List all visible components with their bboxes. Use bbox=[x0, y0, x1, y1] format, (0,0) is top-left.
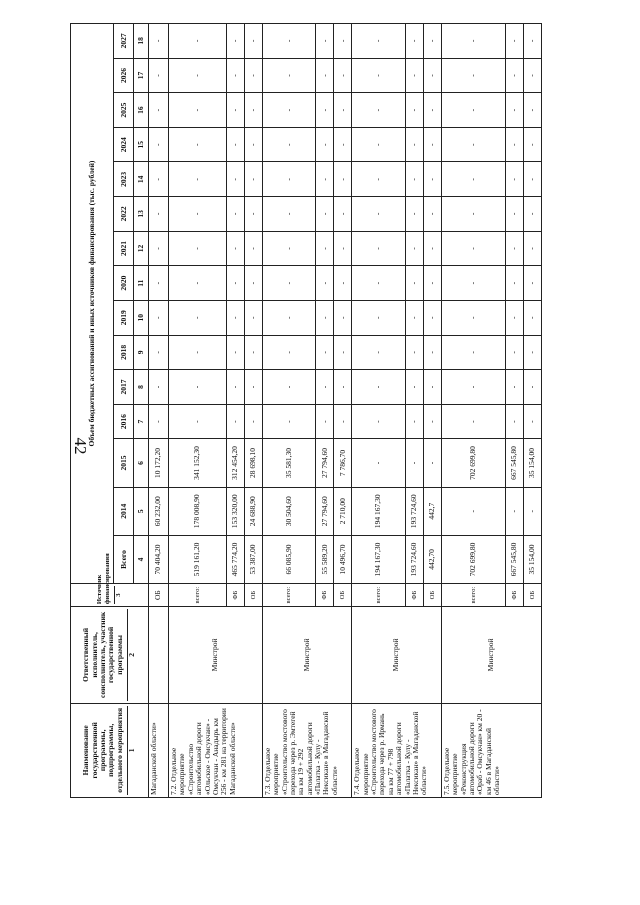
value-empty: - bbox=[406, 266, 424, 301]
column-number: 8 bbox=[134, 370, 149, 405]
column-number: 15 bbox=[134, 127, 149, 162]
value-2015: 7 786,70 bbox=[334, 439, 352, 487]
value-empty: - bbox=[168, 127, 226, 162]
value-empty: - bbox=[406, 404, 424, 439]
value-empty: - bbox=[406, 24, 424, 59]
value-empty: - bbox=[423, 24, 441, 59]
value-2014: 178 008,90 bbox=[168, 487, 226, 535]
value-empty: - bbox=[423, 404, 441, 439]
value-empty: - bbox=[334, 404, 352, 439]
value-empty: - bbox=[244, 266, 262, 301]
value-empty: - bbox=[148, 58, 168, 93]
source: всего: bbox=[168, 584, 226, 607]
value-total: 35 154,00 bbox=[523, 535, 541, 583]
value-empty: - bbox=[523, 300, 541, 335]
page-number: 42 bbox=[71, 437, 90, 455]
header-year: 2019 bbox=[114, 300, 134, 335]
value-empty: - bbox=[423, 58, 441, 93]
value-empty: - bbox=[506, 266, 524, 301]
value-total: 193 724,60 bbox=[406, 535, 424, 583]
measure-name: 7.4. Отдельное мероприятие «Строительство мостового перехода через р. Ирмань на км 77 + 798 автомобильной дороги «Палатка - Кулу - Нексикан» в Магаданской области» bbox=[352, 703, 442, 797]
value-empty: - bbox=[506, 24, 524, 59]
value-empty: - bbox=[244, 197, 262, 232]
value-empty: - bbox=[334, 335, 352, 370]
value-2014: 194 167,30 bbox=[352, 487, 406, 535]
source: всего: bbox=[352, 584, 406, 607]
value-empty: - bbox=[523, 197, 541, 232]
value-empty: - bbox=[226, 370, 244, 405]
value-2014: - bbox=[506, 487, 524, 535]
value-empty: - bbox=[262, 300, 316, 335]
value-empty: - bbox=[352, 58, 406, 93]
responsible-empty bbox=[148, 607, 168, 703]
value-empty: - bbox=[441, 335, 505, 370]
value-2014: 2 710,00 bbox=[334, 487, 352, 535]
column-number: 3 bbox=[114, 586, 122, 604]
header-row bbox=[71, 24, 114, 798]
value-empty: - bbox=[506, 335, 524, 370]
value-empty: - bbox=[316, 266, 334, 301]
value-empty: - bbox=[352, 127, 406, 162]
column-number: 18 bbox=[134, 24, 149, 59]
column-number: 2 bbox=[127, 609, 136, 700]
value-empty: - bbox=[316, 370, 334, 405]
header-total: Всего bbox=[114, 535, 134, 583]
responsible: Минстрой bbox=[168, 607, 262, 703]
value-empty: - bbox=[523, 404, 541, 439]
value-empty: - bbox=[352, 93, 406, 128]
value-empty: - bbox=[168, 93, 226, 128]
source: ФБ bbox=[506, 584, 524, 607]
value-empty: - bbox=[506, 93, 524, 128]
value-empty: - bbox=[262, 335, 316, 370]
header-year: 2026 bbox=[114, 58, 134, 93]
value-empty: - bbox=[352, 197, 406, 232]
measure-name: 7.2. Отдельное мероприятие «Строительство автомобильной дороги «Ольское - Омсукчан» - Омсукчан - Анадырь км 256 - км 281 на территории Магаданской области» bbox=[168, 703, 262, 797]
value-empty: - bbox=[441, 370, 505, 405]
value-empty: - bbox=[244, 127, 262, 162]
header-year: 2021 bbox=[114, 231, 134, 266]
value-empty: - bbox=[168, 300, 226, 335]
value-empty: - bbox=[262, 266, 316, 301]
value-empty: - bbox=[148, 335, 168, 370]
value-empty: - bbox=[523, 58, 541, 93]
source: всего: bbox=[262, 584, 316, 607]
value-2015: 27 794,60 bbox=[316, 439, 334, 487]
value-2015: 28 698,10 bbox=[244, 439, 262, 487]
table-row bbox=[352, 24, 406, 798]
header-year: 2017 bbox=[114, 370, 134, 405]
value-empty: - bbox=[148, 300, 168, 335]
value-empty: - bbox=[441, 127, 505, 162]
value-empty: - bbox=[441, 266, 505, 301]
value-empty: - bbox=[148, 127, 168, 162]
value-empty: - bbox=[244, 58, 262, 93]
value-empty: - bbox=[506, 162, 524, 197]
value-empty: - bbox=[168, 266, 226, 301]
source: ОБ bbox=[523, 584, 541, 607]
value-2015: - bbox=[406, 439, 424, 487]
table-row bbox=[262, 24, 316, 798]
value-total: 10 496,70 bbox=[334, 535, 352, 583]
column-number: 1 bbox=[127, 706, 136, 795]
value-empty: - bbox=[316, 231, 334, 266]
value-empty: - bbox=[352, 370, 406, 405]
value-empty: - bbox=[406, 58, 424, 93]
header-year: 2022 bbox=[114, 197, 134, 232]
value-empty: - bbox=[148, 370, 168, 405]
value-empty: - bbox=[226, 93, 244, 128]
value-empty: - bbox=[406, 127, 424, 162]
value-2014: 193 724,60 bbox=[406, 487, 424, 535]
value-2014: - bbox=[523, 487, 541, 535]
column-number: 5 bbox=[134, 487, 149, 535]
value-empty: - bbox=[523, 266, 541, 301]
header-year: 2014 bbox=[114, 487, 134, 535]
value-empty: - bbox=[441, 197, 505, 232]
value-empty: - bbox=[441, 404, 505, 439]
header-year: 2016 bbox=[114, 404, 134, 439]
value-empty: - bbox=[406, 231, 424, 266]
value-empty: - bbox=[352, 231, 406, 266]
value-empty: - bbox=[441, 300, 505, 335]
value-empty: - bbox=[423, 162, 441, 197]
value-2014: 60 232,00 bbox=[148, 487, 168, 535]
value-total: 194 167,30 bbox=[352, 535, 406, 583]
value-empty: - bbox=[423, 127, 441, 162]
value-empty: - bbox=[148, 162, 168, 197]
value-empty: - bbox=[441, 24, 505, 59]
header-text: Ответственный исполнитель, соисполнитель, участник государственной программы bbox=[81, 611, 124, 698]
value-2015: 10 172,20 bbox=[148, 439, 168, 487]
value-empty: - bbox=[262, 58, 316, 93]
value-2014: 30 504,60 bbox=[262, 487, 316, 535]
value-empty: - bbox=[244, 370, 262, 405]
value-empty: - bbox=[406, 162, 424, 197]
value-empty: - bbox=[316, 93, 334, 128]
value-empty: - bbox=[352, 335, 406, 370]
value-empty: - bbox=[316, 300, 334, 335]
value-empty: - bbox=[406, 93, 424, 128]
value-2014: 442,7 bbox=[423, 487, 441, 535]
value-empty: - bbox=[423, 231, 441, 266]
value-empty: - bbox=[334, 231, 352, 266]
value-empty: - bbox=[352, 300, 406, 335]
value-empty: - bbox=[262, 231, 316, 266]
header-name-col bbox=[71, 703, 149, 797]
value-2015: 35 581,30 bbox=[262, 439, 316, 487]
value-2015: 341 152,30 bbox=[168, 439, 226, 487]
value-empty: - bbox=[316, 162, 334, 197]
value-empty: - bbox=[168, 58, 226, 93]
budget-table bbox=[70, 23, 542, 798]
value-empty: - bbox=[168, 24, 226, 59]
value-empty: - bbox=[168, 197, 226, 232]
value-empty: - bbox=[423, 335, 441, 370]
value-empty: - bbox=[423, 300, 441, 335]
source: ФБ bbox=[406, 584, 424, 607]
value-total: 55 589,20 bbox=[316, 535, 334, 583]
value-empty: - bbox=[506, 197, 524, 232]
header-finance-title: Объем бюджетных ассигнований и иных источников финансирования (тыс. рублей) bbox=[71, 24, 114, 584]
value-empty: - bbox=[523, 127, 541, 162]
value-empty: - bbox=[334, 266, 352, 301]
value-empty: - bbox=[523, 93, 541, 128]
value-empty: - bbox=[441, 58, 505, 93]
table-row bbox=[148, 24, 168, 798]
value-empty: - bbox=[226, 127, 244, 162]
rotated-table-container bbox=[70, 23, 542, 798]
value-empty: - bbox=[168, 231, 226, 266]
column-number: 11 bbox=[134, 266, 149, 301]
value-total: 702 699,80 bbox=[441, 535, 505, 583]
value-empty: - bbox=[244, 300, 262, 335]
value-empty: - bbox=[423, 197, 441, 232]
column-number: 14 bbox=[134, 162, 149, 197]
column-number: 17 bbox=[134, 58, 149, 93]
column-number: 12 bbox=[134, 231, 149, 266]
value-empty: - bbox=[334, 370, 352, 405]
header-text: Источник финансирования bbox=[96, 553, 111, 605]
value-total: 70 404,20 bbox=[148, 535, 168, 583]
value-empty: - bbox=[423, 370, 441, 405]
header-year: 2025 bbox=[114, 93, 134, 128]
value-empty: - bbox=[523, 231, 541, 266]
value-empty: - bbox=[506, 370, 524, 405]
value-empty: - bbox=[148, 24, 168, 59]
value-empty: - bbox=[523, 370, 541, 405]
value-empty: - bbox=[168, 335, 226, 370]
source: ФБ bbox=[226, 584, 244, 607]
value-empty: - bbox=[334, 58, 352, 93]
value-empty: - bbox=[226, 24, 244, 59]
table-body bbox=[71, 24, 542, 798]
header-year: 2020 bbox=[114, 266, 134, 301]
value-empty: - bbox=[148, 231, 168, 266]
column-number: 7 bbox=[134, 404, 149, 439]
value-total: 519 161,20 bbox=[168, 535, 226, 583]
value-empty: - bbox=[244, 24, 262, 59]
value-empty: - bbox=[168, 370, 226, 405]
value-empty: - bbox=[244, 93, 262, 128]
value-empty: - bbox=[262, 93, 316, 128]
value-empty: - bbox=[506, 58, 524, 93]
value-empty: - bbox=[441, 231, 505, 266]
value-empty: - bbox=[352, 162, 406, 197]
value-empty: - bbox=[244, 404, 262, 439]
value-empty: - bbox=[334, 197, 352, 232]
value-empty: - bbox=[226, 266, 244, 301]
value-empty: - bbox=[506, 231, 524, 266]
value-2015: 35 154,00 bbox=[523, 439, 541, 487]
value-empty: - bbox=[441, 162, 505, 197]
value-empty: - bbox=[406, 335, 424, 370]
value-empty: - bbox=[262, 404, 316, 439]
value-empty: - bbox=[334, 127, 352, 162]
value-empty: - bbox=[148, 266, 168, 301]
value-empty: - bbox=[168, 404, 226, 439]
value-empty: - bbox=[423, 93, 441, 128]
value-empty: - bbox=[226, 197, 244, 232]
table-row bbox=[441, 24, 505, 798]
value-empty: - bbox=[244, 162, 262, 197]
column-number: 16 bbox=[134, 93, 149, 128]
source: ОБ bbox=[148, 584, 168, 607]
value-total: 53 387,00 bbox=[244, 535, 262, 583]
table-row bbox=[168, 24, 226, 798]
value-empty: - bbox=[406, 197, 424, 232]
value-empty: - bbox=[316, 335, 334, 370]
value-empty: - bbox=[148, 93, 168, 128]
value-empty: - bbox=[262, 24, 316, 59]
column-number: 9 bbox=[134, 335, 149, 370]
source: ОБ bbox=[334, 584, 352, 607]
value-empty: - bbox=[316, 58, 334, 93]
value-empty: - bbox=[148, 404, 168, 439]
value-empty: - bbox=[226, 162, 244, 197]
column-number: 4 bbox=[134, 535, 149, 583]
responsible: Минстрой bbox=[352, 607, 442, 703]
measure-name: 7.5. Отдельное мероприятие «Реконструкция автомобильной дороги «Ораб - Омсукчан» км 20 - км 46 в Магаданской области» bbox=[441, 703, 541, 797]
source: ОБ bbox=[423, 584, 441, 607]
column-number: 13 bbox=[134, 197, 149, 232]
value-empty: - bbox=[523, 335, 541, 370]
value-empty: - bbox=[441, 93, 505, 128]
value-2015: 702 699,80 bbox=[441, 439, 505, 487]
value-empty: - bbox=[262, 162, 316, 197]
value-empty: - bbox=[334, 300, 352, 335]
value-total: 66 085,90 bbox=[262, 535, 316, 583]
value-empty: - bbox=[244, 231, 262, 266]
header-year: 2027 bbox=[114, 24, 134, 59]
header-text: Наименование государственной программы, подпрограммы, отдельного мероприятия bbox=[81, 707, 124, 793]
value-empty: - bbox=[523, 24, 541, 59]
value-2015: - bbox=[423, 439, 441, 487]
header-year: 2018 bbox=[114, 335, 134, 370]
value-2014: - bbox=[441, 487, 505, 535]
source: всего: bbox=[441, 584, 505, 607]
value-empty: - bbox=[352, 266, 406, 301]
value-empty: - bbox=[506, 127, 524, 162]
value-empty: - bbox=[244, 335, 262, 370]
value-empty: - bbox=[352, 404, 406, 439]
value-empty: - bbox=[226, 404, 244, 439]
value-2014: 27 794,60 bbox=[316, 487, 334, 535]
value-empty: - bbox=[352, 24, 406, 59]
value-empty: - bbox=[226, 335, 244, 370]
value-empty: - bbox=[523, 162, 541, 197]
measure-name: 7.3. Отдельное мероприятие «Строительство мостового перехода через р. Эмтегей на км 19 + 292 автомобильной дороги «Палатка - Кулу - Нексикан» в Магаданской области» bbox=[262, 703, 352, 797]
value-empty: - bbox=[334, 162, 352, 197]
responsible: Минстрой bbox=[262, 607, 352, 703]
value-2014: 24 688,90 bbox=[244, 487, 262, 535]
value-total: 667 545,80 bbox=[506, 535, 524, 583]
column-number: 6 bbox=[134, 439, 149, 487]
value-empty: - bbox=[226, 231, 244, 266]
source: ОБ bbox=[244, 584, 262, 607]
value-2015: 312 454,20 bbox=[226, 439, 244, 487]
value-empty: - bbox=[262, 127, 316, 162]
responsible: Минстрой bbox=[441, 607, 541, 703]
value-empty: - bbox=[262, 370, 316, 405]
header-year: 2024 bbox=[114, 127, 134, 162]
header-year: 2023 bbox=[114, 162, 134, 197]
value-empty: - bbox=[262, 197, 316, 232]
value-empty: - bbox=[506, 300, 524, 335]
value-empty: - bbox=[334, 24, 352, 59]
value-empty: - bbox=[506, 404, 524, 439]
value-2015: - bbox=[352, 439, 406, 487]
value-2015: 667 545,80 bbox=[506, 439, 524, 487]
value-empty: - bbox=[406, 300, 424, 335]
measure-name: Магаданской области» bbox=[148, 703, 168, 797]
value-empty: - bbox=[316, 404, 334, 439]
value-empty: - bbox=[226, 300, 244, 335]
value-2014: 153 320,00 bbox=[226, 487, 244, 535]
header-year: 2015 bbox=[114, 439, 134, 487]
value-empty: - bbox=[226, 58, 244, 93]
value-total: 465 774,20 bbox=[226, 535, 244, 583]
source: ФБ bbox=[316, 584, 334, 607]
value-total: 442,70 bbox=[423, 535, 441, 583]
value-empty: - bbox=[406, 370, 424, 405]
value-empty: - bbox=[316, 197, 334, 232]
column-number: 10 bbox=[134, 300, 149, 335]
value-empty: - bbox=[148, 197, 168, 232]
value-empty: - bbox=[316, 127, 334, 162]
value-empty: - bbox=[316, 24, 334, 59]
header-resp-col bbox=[71, 607, 149, 703]
value-empty: - bbox=[168, 162, 226, 197]
value-empty: - bbox=[423, 266, 441, 301]
value-empty: - bbox=[334, 93, 352, 128]
